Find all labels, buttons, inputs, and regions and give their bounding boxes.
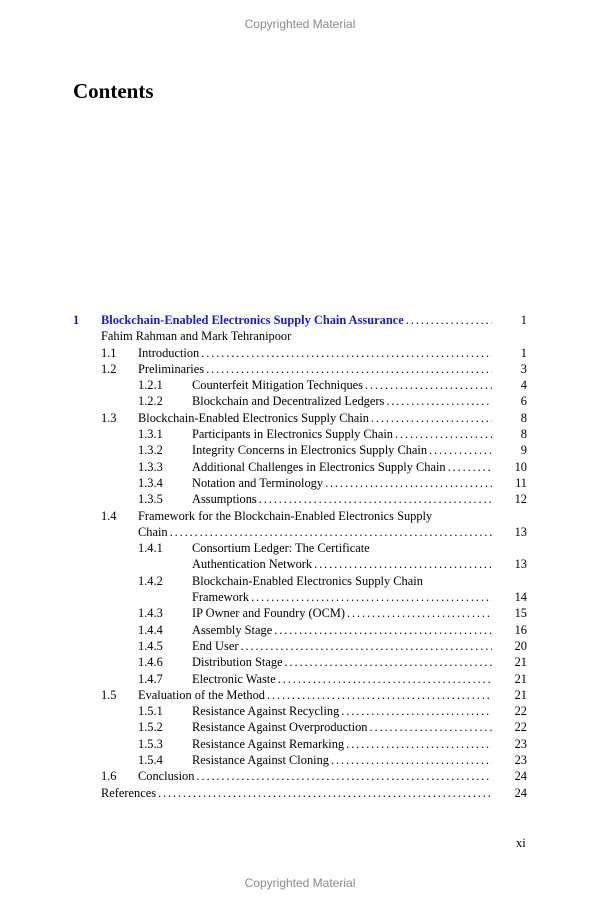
chapter-number: 1 (73, 313, 80, 327)
entry-title-text: Integrity Concerns in Electronics Supply Chain (192, 443, 428, 458)
entry-number: 1.3 (101, 410, 117, 425)
entry-number: 1.4.3 (138, 606, 163, 621)
toc-entry[interactable] (0, 508, 600, 524)
entry-page: 24 (514, 769, 527, 784)
leader-dots (201, 345, 492, 361)
entry-title (192, 654, 494, 670)
entry-number: 1.3.1 (138, 427, 163, 441)
entry-title-text: Preliminaries (138, 361, 205, 376)
page-title: Contents (73, 79, 154, 103)
chapter-authors: Fahim Rahman and Mark Tehranipoor (101, 329, 292, 343)
entry-number: 1.2.2 (138, 394, 163, 409)
entry-title (192, 475, 494, 491)
entry-page: 22 (514, 720, 527, 735)
entry-title (138, 687, 494, 703)
entry-title-text: Participants in Electronics Supply Chain (192, 427, 393, 441)
toc-entry[interactable] (0, 393, 600, 409)
entry-title (192, 605, 494, 621)
entry-title (192, 459, 494, 475)
entry-page: 10 (514, 459, 527, 474)
toc-entry[interactable] (0, 524, 600, 540)
entry-page: 12 (514, 492, 527, 507)
entry-title-text: Framework for the Blockchain-Enabled Electronics Supply (138, 508, 433, 523)
toc-entry[interactable] (0, 491, 600, 507)
entry-title-text: Evaluation of the Method (138, 687, 265, 702)
toc-entry[interactable] (0, 768, 600, 784)
toc-entry[interactable] (0, 654, 600, 670)
toc-entry[interactable] (0, 426, 600, 442)
toc-entry[interactable] (0, 638, 600, 654)
entry-number: 1.5.2 (138, 720, 163, 735)
entry-number: 1.4.5 (138, 638, 163, 653)
entry-title (192, 736, 494, 752)
entry-title-text: Distribution Stage (192, 655, 283, 670)
toc-entry[interactable] (0, 459, 600, 475)
entry-title (192, 442, 494, 458)
leader-dots (158, 785, 492, 801)
entry-number: 1.5.4 (138, 753, 163, 767)
toc-entry[interactable] (0, 703, 600, 719)
leader-dots (448, 459, 492, 475)
entry-title-text: Blockchain-Enabled Electronics Supply Chain (138, 410, 369, 425)
entry-title-text: Authentication Network (192, 557, 313, 572)
entry-page: 21 (514, 655, 527, 670)
leader-dots (267, 687, 492, 703)
entry-title (192, 573, 494, 589)
entry-number: 1.1 (101, 345, 117, 360)
entry-page: 13 (514, 557, 527, 572)
entry-title-text: Framework (192, 590, 250, 604)
entry-page: 16 (514, 622, 527, 637)
toc-entry[interactable] (0, 752, 600, 768)
entry-page: 24 (514, 785, 527, 800)
leader-dots (331, 752, 492, 768)
entry-title (138, 410, 494, 426)
toc-entry[interactable] (0, 605, 600, 621)
leader-dots (278, 671, 492, 687)
leader-dots (386, 393, 492, 409)
leader-dots (395, 426, 492, 442)
entry-number: 1.4.7 (138, 671, 163, 686)
toc-entry[interactable] (0, 785, 600, 801)
entry-number: 1.4.1 (138, 541, 163, 556)
leader-dots (259, 491, 492, 507)
entry-page: 21 (514, 687, 527, 702)
entry-page: 23 (514, 736, 527, 751)
leader-dots (341, 703, 492, 719)
entry-title-text: Assembly Stage (192, 622, 273, 637)
entry-page: 11 (515, 475, 527, 490)
leader-dots (429, 442, 492, 458)
entry-number: 1.2.1 (138, 378, 163, 393)
chapter-title-text: Blockchain-Enabled Electronics Supply Chain Assurance (101, 313, 404, 327)
leader-dots (347, 605, 492, 621)
toc-entry[interactable] (0, 622, 600, 638)
entry-title (138, 345, 494, 361)
chapter-title (101, 312, 494, 328)
entry-number: 1.5.3 (138, 736, 163, 751)
entry-title-text: Conclusion (138, 769, 195, 784)
entry-title (138, 508, 494, 524)
entry-page: 3 (520, 361, 527, 376)
entry-title (192, 589, 494, 605)
leader-dots (325, 475, 492, 491)
entry-number: 1.3.2 (138, 443, 163, 458)
entry-title (192, 393, 494, 409)
toc-entry[interactable] (0, 719, 600, 735)
entry-title-text: Blockchain and Decentralized Ledgers (192, 394, 385, 409)
entry-title (138, 361, 494, 377)
entry-title (192, 491, 494, 507)
toc-entry[interactable] (0, 573, 600, 589)
entry-title-text: Chain (138, 524, 168, 539)
entry-number: 1.4.6 (138, 655, 163, 670)
chapter-1-row[interactable] (0, 312, 600, 328)
leader-dots (314, 556, 492, 572)
entry-title-text: Notation and Terminology (192, 475, 324, 490)
entry-title-text: References (101, 785, 157, 800)
entry-title (192, 540, 494, 556)
leader-dots (196, 768, 492, 784)
entry-title (192, 377, 494, 393)
entry-title (192, 638, 494, 654)
entry-title-text: Resistance Against Overproduction (192, 720, 368, 735)
entry-number: 1.3.3 (138, 459, 163, 474)
entry-title-text: Resistance Against Recycling (192, 704, 340, 719)
entry-title (192, 426, 494, 442)
entry-title-text: IP Owner and Foundry (OCM) (192, 606, 346, 621)
entry-title (192, 719, 494, 735)
leader-dots (365, 377, 492, 393)
entry-title-text: Assumptions (192, 492, 257, 507)
entry-title-text: Consortium Ledger: The Certificate (192, 541, 370, 556)
entry-number: 1.5.1 (138, 704, 163, 719)
page-number: xi (516, 836, 526, 850)
entry-page: 8 (520, 410, 527, 425)
entry-title-text: Counterfeit Mitigation Techniques (192, 378, 363, 393)
toc-entry[interactable] (0, 589, 600, 605)
toc-entry[interactable] (0, 540, 600, 556)
entry-title (192, 622, 494, 638)
toc-entry[interactable] (0, 556, 600, 572)
entry-number: 1.3.4 (138, 475, 163, 490)
leader-dots (274, 622, 492, 638)
entry-title-text: Introduction (138, 345, 200, 360)
leader-dots (206, 361, 492, 377)
toc-entry[interactable] (0, 736, 600, 752)
entry-page: 23 (514, 753, 527, 767)
entry-title (138, 524, 494, 540)
entry-number: 1.5 (101, 687, 117, 702)
entry-title (192, 752, 494, 768)
entry-page: 22 (514, 704, 527, 719)
chapter-page: 1 (520, 313, 527, 327)
entry-page: 14 (514, 590, 527, 604)
entry-title-text: Resistance Against Remarking (192, 736, 345, 751)
toc-entry[interactable] (0, 671, 600, 687)
entry-number: 1.4 (101, 508, 117, 523)
toc-entry[interactable] (0, 410, 600, 426)
entry-page: 6 (520, 394, 527, 409)
entry-number: 1.4.4 (138, 622, 163, 637)
leader-dots (346, 736, 492, 752)
entry-title-text: Additional Challenges in Electronics Supply Chain (192, 459, 446, 474)
entry-number: 1.6 (101, 769, 117, 784)
entry-title-text: Blockchain-Enabled Electronics Supply Chain (192, 573, 423, 588)
entry-number: 1.3.5 (138, 492, 163, 507)
entry-page: 4 (520, 378, 527, 393)
entry-page: 21 (514, 671, 527, 686)
copyright-watermark-bottom: Copyrighted Material (244, 876, 356, 890)
entry-title-text: Resistance Against Cloning (192, 753, 329, 767)
entry-page: 9 (520, 443, 527, 458)
toc-entry[interactable] (0, 687, 600, 703)
toc-entry[interactable] (0, 361, 600, 377)
leader-dots (285, 654, 492, 670)
entry-page: 15 (514, 606, 527, 621)
leader-dots (370, 719, 493, 735)
entry-title (138, 768, 494, 784)
leader-dots (170, 524, 492, 540)
toc-entry[interactable] (0, 345, 600, 361)
toc-entry[interactable] (0, 377, 600, 393)
toc-entry[interactable] (0, 475, 600, 491)
entry-page: 13 (514, 524, 527, 539)
leader-dots (371, 410, 492, 426)
entry-title-text: Electronic Waste (192, 671, 276, 686)
leader-dots (251, 589, 492, 605)
entry-page: 1 (520, 345, 527, 360)
entry-title (192, 703, 494, 719)
entry-page: 20 (514, 638, 527, 653)
copyright-watermark-top: Copyrighted Material (244, 17, 356, 31)
entry-title (192, 556, 494, 572)
leader-dots (240, 638, 492, 654)
entry-title (101, 785, 494, 801)
toc-entry[interactable] (0, 442, 600, 458)
entry-page: 8 (520, 427, 527, 441)
entry-number: 1.4.2 (138, 573, 163, 588)
entry-number: 1.2 (101, 361, 117, 376)
entry-title-text: End User (192, 638, 239, 653)
entry-title (192, 671, 494, 687)
